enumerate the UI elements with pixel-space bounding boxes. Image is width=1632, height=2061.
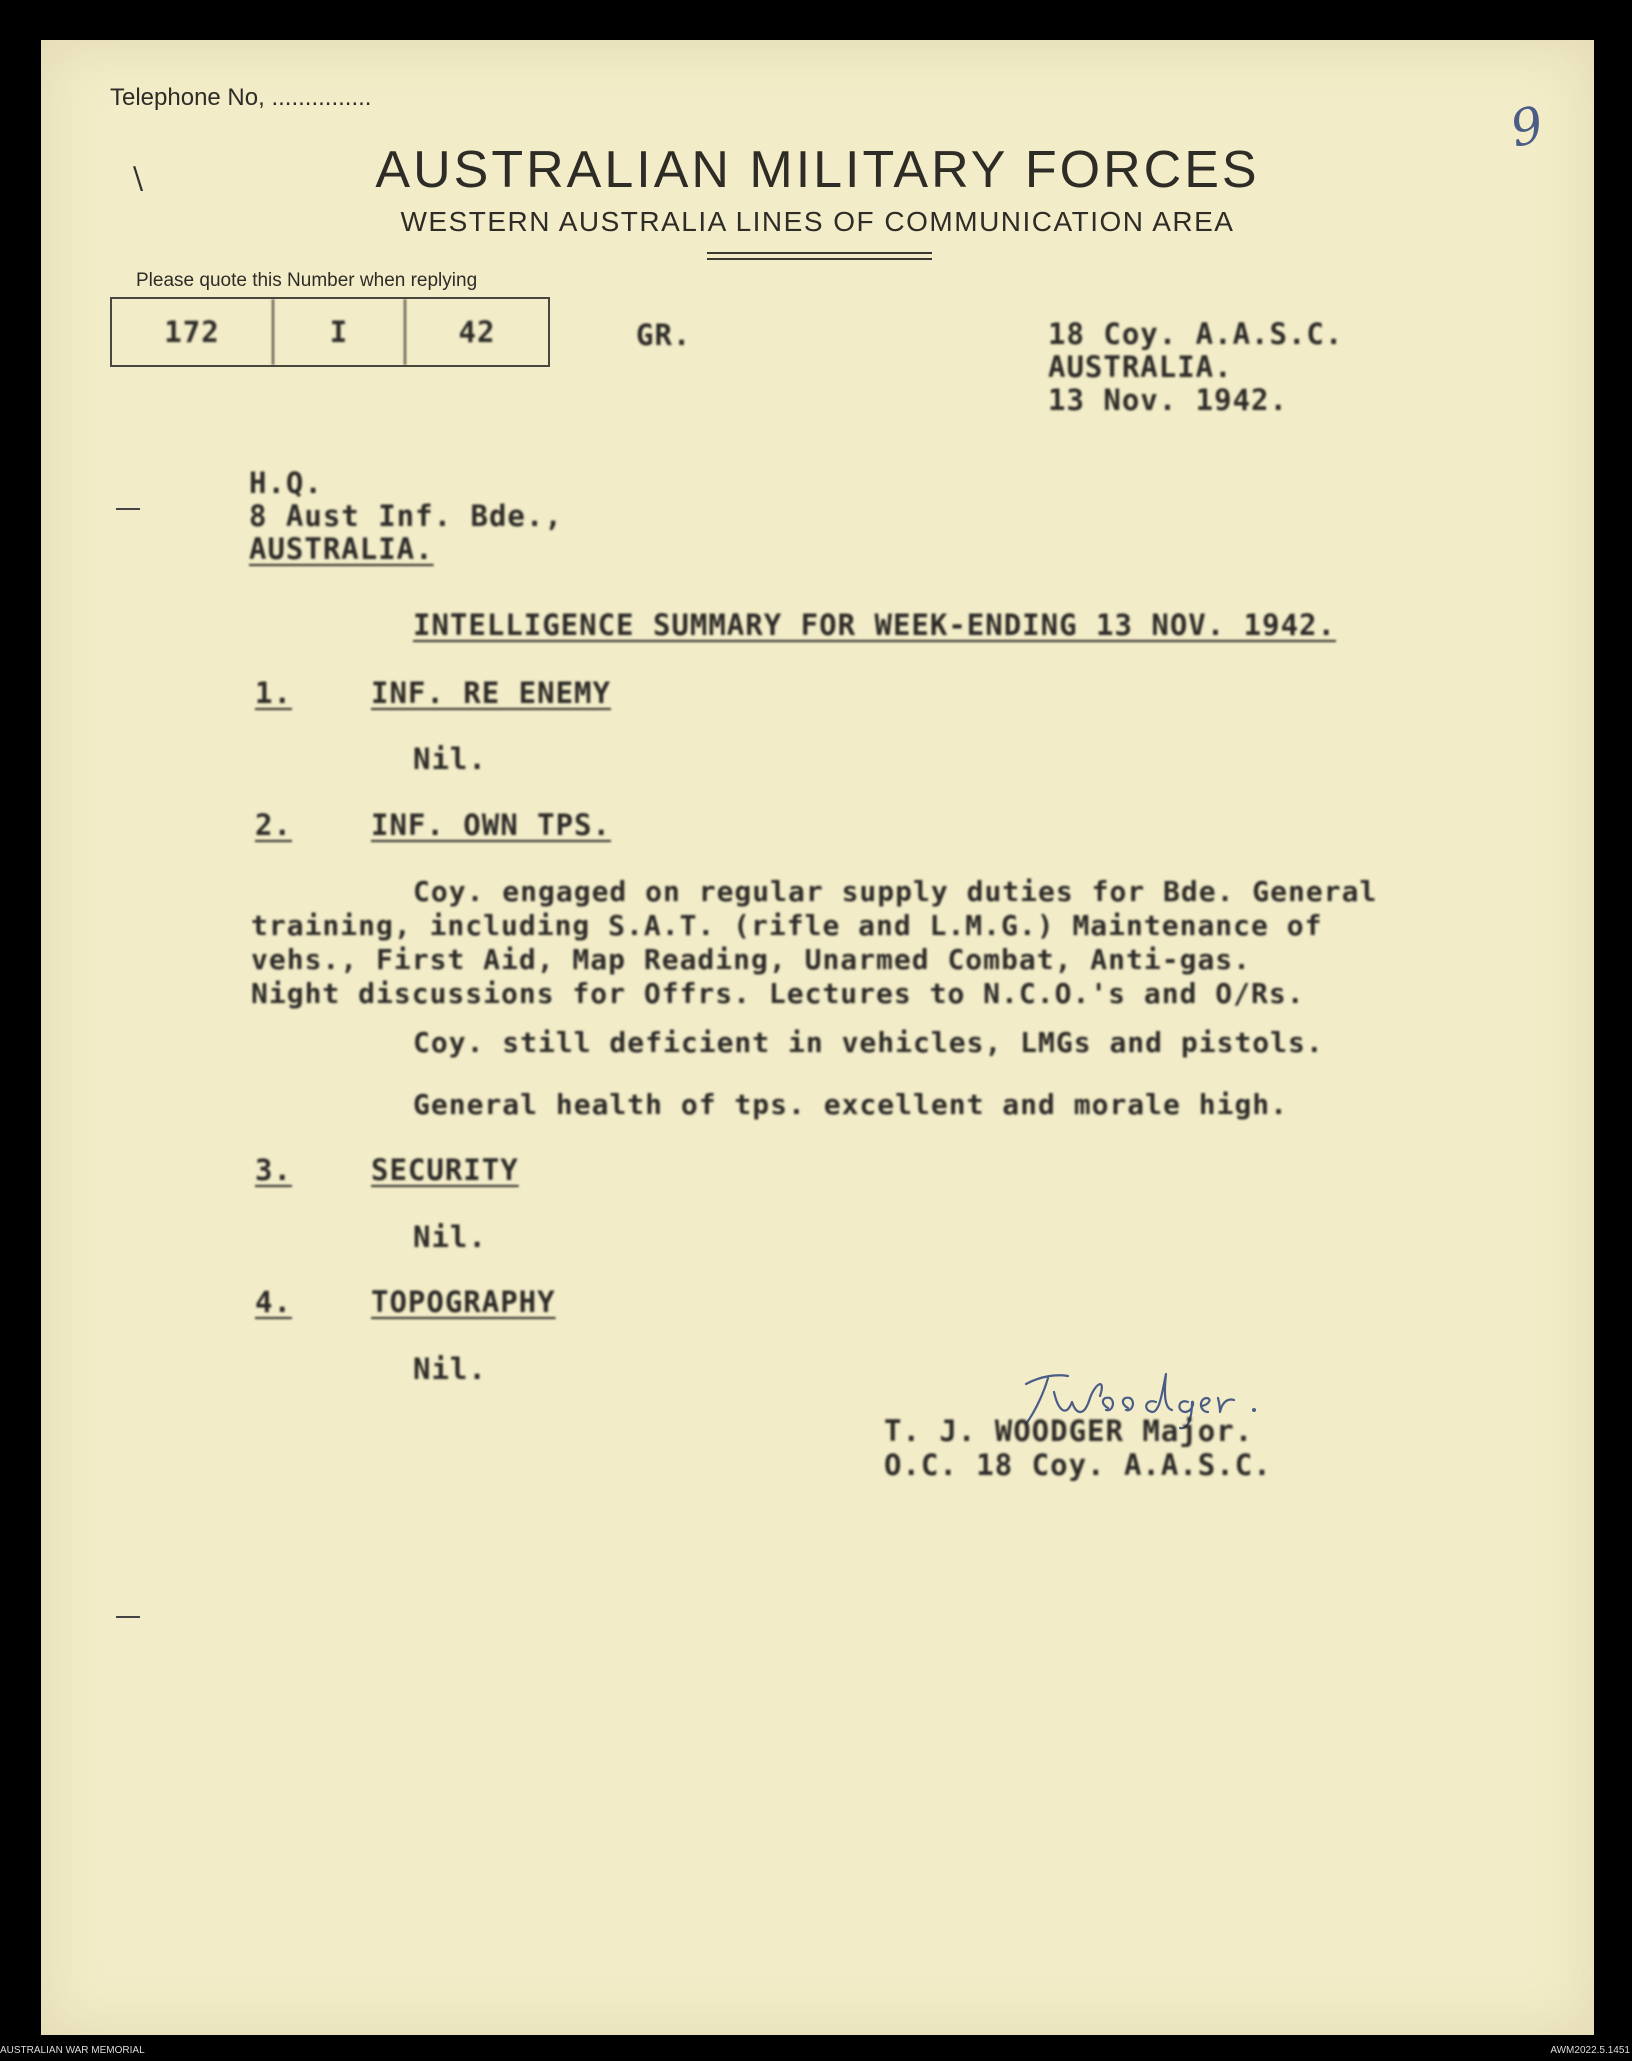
paragraph-line: Night discussions for Offrs. Lectures to N.C.O.'s and O/Rs. [251,977,1305,1010]
addressee-line: 8 Aust Inf. Bde., [249,499,563,533]
paragraph-line: Coy. engaged on regular supply duties for Bde. General [413,875,1378,908]
section-title: TOPOGRAPHY [371,1285,556,1319]
footer-archive-name: AUSTRALIAN WAR MEMORIAL [0,2045,145,2056]
sender-date: 13 Nov. 1942. [1048,383,1288,417]
letterhead-title: AUSTRALIAN MILITARY FORCES [375,141,1260,199]
deficiency-paragraph: Coy. still deficient in vehicles, LMGs and pistols. [413,1026,1324,1059]
summary-heading: INTELLIGENCE SUMMARY FOR WEEK-ENDING 13 NOV. 1942. [413,608,1336,642]
section-body: Nil. [413,1220,487,1254]
section-number: 4. [255,1285,292,1319]
section-number: 2. [255,808,292,842]
quote-number-label: Please quote this Number when replying [136,270,478,291]
addressee-line: AUSTRALIA. [249,532,434,566]
section-number: 1. [255,676,292,710]
section-title: INF. OWN TPS. [371,808,611,842]
sender-unit: 18 Coy. A.A.S.C. [1048,317,1344,351]
reference-cell: I [274,299,406,365]
telephone-line: Telephone No, ............... [110,84,372,111]
footer-accession-number: AWM2022.5.1451 [1550,2045,1630,2056]
margin-punch-mark [116,508,140,510]
section-body: Nil. [413,1352,487,1386]
document-page [41,40,1594,2035]
letterhead-subtitle: WESTERN AUSTRALIA LINES OF COMMUNICATION AREA [400,206,1235,237]
signatory-appointment: O.C. 18 Coy. A.A.S.C. [884,1448,1272,1482]
letterhead-rule [707,258,932,260]
tick-mark: \ [133,161,144,196]
addressee-line: H.Q. [249,466,323,500]
section-number: 3. [255,1153,292,1187]
handwritten-page-number: 9 [1505,95,1549,159]
section-body: Nil. [413,742,487,776]
reference-cell: 42 [458,315,496,349]
letterhead-rule [707,252,932,254]
own-troops-paragraph [251,875,1451,1011]
section-title: INF. RE ENEMY [371,676,611,710]
sender-country: AUSTRALIA. [1048,350,1233,384]
paragraph-line: vehs., First Aid, Map Reading, Unarmed Combat, Anti-gas. [251,943,1252,976]
paragraph-line: training, including S.A.T. (rifle and L.M.G.) Maintenance of [251,909,1323,942]
margin-punch-mark [116,1616,140,1618]
reference-number-box [110,297,550,367]
reference-cell: 172 [112,299,274,365]
section-title: SECURITY [371,1153,519,1187]
health-paragraph: General health of tps. excellent and morale high. [413,1088,1289,1121]
reference-suffix: GR. [636,318,692,352]
signatory-name: T. J. WOODGER Major. [884,1414,1254,1448]
